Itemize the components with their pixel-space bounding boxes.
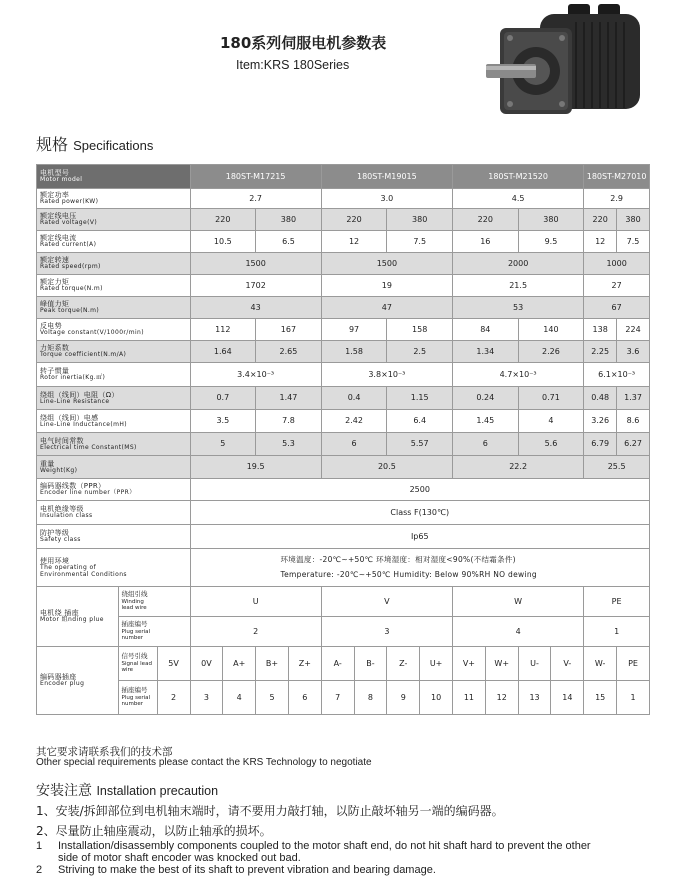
value-cell: 112 xyxy=(190,319,256,341)
value-cell: 2.25 xyxy=(584,341,617,363)
value-cell: 84 xyxy=(453,319,519,341)
value-cell: 22.2 xyxy=(453,456,584,479)
value-cell: 2.5 xyxy=(387,341,453,363)
page-subtitle: Item:KRS 180Series xyxy=(236,58,350,72)
row-label: 额定线电流 Rated current(A) xyxy=(37,231,191,253)
value-cell: 5 xyxy=(256,681,289,715)
value-cell: 47 xyxy=(321,297,452,319)
installation-note-cn-1: 1、安装/拆卸部位到电机轴末端时，请不要用力敲打轴，以防止敲坏轴另一端的编码器。 xyxy=(36,804,504,818)
value-cell: V xyxy=(321,587,452,617)
value-cell: 9 xyxy=(387,681,420,715)
value-cell: 1500 xyxy=(321,253,452,275)
value-cell: 25.5 xyxy=(584,456,650,479)
value-cell: 1.37 xyxy=(617,387,650,410)
value-cell: 380 xyxy=(617,209,650,231)
table-row-encoder-plug-signal xyxy=(37,647,650,681)
table-row-resistance xyxy=(37,387,650,410)
value-cell: 3.0 xyxy=(321,189,452,209)
row-label: 使用环境 The operating of Environmental Conditions xyxy=(37,549,191,587)
value-cell: 1.45 xyxy=(453,410,519,433)
table-row-rated-voltage xyxy=(37,209,650,231)
value-cell: Ip65 xyxy=(190,525,650,549)
value-cell: 6.4 xyxy=(387,410,453,433)
installation-note-cn-2: 2、尽量防止轴座震动，以防止轴承的损坏。 xyxy=(36,824,272,838)
value-cell: 6 xyxy=(321,433,387,456)
value-cell: PE xyxy=(584,587,650,617)
value-cell: 53 xyxy=(453,297,584,319)
row-label: 反电势 Voltage constant(V/1000r/min) xyxy=(37,319,191,341)
value-cell: 4 xyxy=(518,410,584,433)
value-cell: 7 xyxy=(321,681,354,715)
value-cell: PE xyxy=(617,647,650,681)
value-cell: 140 xyxy=(518,319,584,341)
table-row-time-constant xyxy=(37,433,650,456)
table-row-rated-current xyxy=(37,231,650,253)
value-cell: U xyxy=(190,587,321,617)
value-cell: 2.9 xyxy=(584,189,650,209)
value-cell: 4 xyxy=(453,617,584,647)
value-cell: 19.5 xyxy=(190,456,321,479)
note-number: 1 xyxy=(36,840,43,852)
value-cell: 3.8×10⁻³ xyxy=(321,363,452,387)
environment-line-en: Temperature: -20℃~+50℃ Humidity: Below 90%RH NO dewing xyxy=(280,569,537,579)
table-row-torque-coefficient xyxy=(37,341,650,363)
page-title: 180系列伺服电机参数表 xyxy=(220,34,387,52)
footnote-en: Other special requirements please contact the KRS Technology to negotiate xyxy=(36,757,372,768)
value-cell: Class F(130℃) xyxy=(190,501,650,525)
value-cell: W xyxy=(453,587,584,617)
motor-plug-label: 电机绕 插座 Motor 組nding plue xyxy=(37,587,119,647)
value-cell: 2000 xyxy=(453,253,584,275)
table-row-rated-torque xyxy=(37,275,650,297)
table-row-motor-plug-winding xyxy=(37,587,650,617)
table-row-inductance xyxy=(37,410,650,433)
value-cell: 1.47 xyxy=(256,387,322,410)
model-cell: 180ST-M21520 xyxy=(453,165,584,189)
value-cell: Z- xyxy=(387,647,420,681)
row-label: 额定线电压 Rated voltage(V) xyxy=(37,209,191,231)
value-cell: 3.4×10⁻³ xyxy=(190,363,321,387)
row-label: 绕组（线间）电感 Line-Line Inductance(mH) xyxy=(37,410,191,433)
note-text-continued: side of motor shaft encoder was knocked out bad. xyxy=(58,852,301,864)
value-cell: 220 xyxy=(321,209,387,231)
environment-value xyxy=(190,549,650,587)
value-cell: 1702 xyxy=(190,275,321,297)
value-cell: 5.6 xyxy=(518,433,584,456)
value-cell: 6.27 xyxy=(617,433,650,456)
model-cell: 180ST-M17215 xyxy=(190,165,321,189)
value-cell: 2.42 xyxy=(321,410,387,433)
value-cell: B+ xyxy=(256,647,289,681)
specifications-heading-cn: 规格 xyxy=(36,135,69,154)
value-cell: U- xyxy=(518,647,551,681)
note-text: Installation/disassembly components coupled to the motor shaft end, do not hit shaft hard to prevent the other xyxy=(58,840,591,852)
value-cell: V- xyxy=(551,647,584,681)
value-cell: 167 xyxy=(256,319,322,341)
value-cell: 43 xyxy=(190,297,321,319)
table-row-motor-plug-serial xyxy=(37,617,650,647)
value-cell: 4 xyxy=(223,681,256,715)
value-cell: 14 xyxy=(551,681,584,715)
value-cell: 3 xyxy=(321,617,452,647)
value-cell: 0V xyxy=(190,647,223,681)
value-cell: 2 xyxy=(157,681,190,715)
value-cell: 1.64 xyxy=(190,341,256,363)
specifications-heading-en: Specifications xyxy=(73,138,154,153)
value-cell: 12 xyxy=(485,681,518,715)
value-cell: A+ xyxy=(223,647,256,681)
value-cell: W- xyxy=(584,647,617,681)
signal-lead-label: 信号引线 Signal lead wire xyxy=(118,647,157,681)
table-row-insulation xyxy=(37,501,650,525)
value-cell: 20.5 xyxy=(321,456,452,479)
value-cell: 8 xyxy=(354,681,387,715)
value-cell: 1500 xyxy=(190,253,321,275)
value-cell: 16 xyxy=(453,231,519,253)
row-label: 力矩系数 Torque coefficient(N.m/A) xyxy=(37,341,191,363)
value-cell: 11 xyxy=(453,681,486,715)
table-row-environment xyxy=(37,549,650,587)
value-cell: 12 xyxy=(584,231,617,253)
specifications-heading xyxy=(36,132,153,155)
value-cell: 380 xyxy=(518,209,584,231)
value-cell: 1.58 xyxy=(321,341,387,363)
value-cell: 6 xyxy=(288,681,321,715)
model-cell: 180ST-M19015 xyxy=(321,165,452,189)
value-cell: 12 xyxy=(321,231,387,253)
value-cell: 2.26 xyxy=(518,341,584,363)
row-label: 电气时间常数 Electrical time Constant(MS) xyxy=(37,433,191,456)
specifications-table xyxy=(36,164,650,715)
value-cell: 0.4 xyxy=(321,387,387,410)
value-cell: 220 xyxy=(453,209,519,231)
value-cell: 1.15 xyxy=(387,387,453,410)
value-cell: 224 xyxy=(617,319,650,341)
row-label: 额定转速 Rated speed(rpm) xyxy=(37,253,191,275)
table-row-encoder-lines xyxy=(37,479,650,501)
value-cell: 7.5 xyxy=(617,231,650,253)
value-cell: 2 xyxy=(190,617,321,647)
value-cell: 0.24 xyxy=(453,387,519,410)
row-label: 防护等级 Safety class xyxy=(37,525,191,549)
value-cell: 3.6 xyxy=(617,341,650,363)
value-cell: 0.48 xyxy=(584,387,617,410)
value-cell: 6.1×10⁻³ xyxy=(584,363,650,387)
value-cell: 6 xyxy=(453,433,519,456)
row-label: 额定力矩 Rated torque(N.m) xyxy=(37,275,191,297)
value-cell: V+ xyxy=(453,647,486,681)
table-row-rotor-inertia xyxy=(37,363,650,387)
value-cell: 3.26 xyxy=(584,410,617,433)
installation-heading xyxy=(36,780,218,800)
row-label: 编码器线数（PPR） Encoder line number（PPR） xyxy=(37,479,191,501)
value-cell: Z+ xyxy=(288,647,321,681)
table-row-header xyxy=(37,165,650,189)
value-cell: 0.71 xyxy=(518,387,584,410)
note-number: 2 xyxy=(36,864,43,876)
value-cell: 19 xyxy=(321,275,452,297)
value-cell: 10.5 xyxy=(190,231,256,253)
model-cell: 180ST-M27010 xyxy=(584,165,650,189)
table-row-rated-power xyxy=(37,189,650,209)
winding-lead-label: 绕组引线 Winding lead wire xyxy=(118,587,190,617)
value-cell: 1 xyxy=(584,617,650,647)
value-cell: 1.34 xyxy=(453,341,519,363)
value-cell: 5 xyxy=(190,433,256,456)
table-row-protection xyxy=(37,525,650,549)
installation-heading-en: Installation precaution xyxy=(96,784,219,798)
value-cell: W+ xyxy=(485,647,518,681)
value-cell: 7.8 xyxy=(256,410,322,433)
plug-serial-label: 插座编号 Plug serial number xyxy=(118,617,190,647)
value-cell: 1 xyxy=(617,681,650,715)
value-cell: 138 xyxy=(584,319,617,341)
value-cell: 4.7×10⁻³ xyxy=(453,363,584,387)
value-cell: 2.7 xyxy=(190,189,321,209)
value-cell: 220 xyxy=(190,209,256,231)
table-row-weight xyxy=(37,456,650,479)
value-cell: 220 xyxy=(584,209,617,231)
value-cell: 5V xyxy=(157,647,190,681)
table-row-back-emf xyxy=(37,319,650,341)
plug-serial-label: 插座编号 Plug serial number xyxy=(118,681,157,715)
value-cell: 6.79 xyxy=(584,433,617,456)
value-cell: 9.5 xyxy=(518,231,584,253)
value-cell: 67 xyxy=(584,297,650,319)
environment-line-cn: 环境温度：-20℃~+50℃ 环境湿度：相对湿度<90%(不结霜条件) xyxy=(280,555,516,565)
value-cell: 380 xyxy=(256,209,322,231)
value-cell: 27 xyxy=(584,275,650,297)
value-cell: 4.5 xyxy=(453,189,584,209)
value-cell: 2.65 xyxy=(256,341,322,363)
value-cell: 3 xyxy=(190,681,223,715)
table-row-rated-speed xyxy=(37,253,650,275)
value-cell: 5.3 xyxy=(256,433,322,456)
row-label: 额定功率 Rated power(KW) xyxy=(37,189,191,209)
value-cell: A- xyxy=(321,647,354,681)
note-text: Striving to make the best of its shaft to prevent vibration and bearing damage. xyxy=(58,864,436,876)
row-label: 绕组（线间）电阻（Ω） Line-Line Resistance xyxy=(37,387,191,410)
row-label: 峰值力矩 Peak torque(N.m) xyxy=(37,297,191,319)
value-cell: 3.5 xyxy=(190,410,256,433)
installation-note-en-2 xyxy=(36,864,436,876)
value-cell: 1000 xyxy=(584,253,650,275)
value-cell: 13 xyxy=(518,681,551,715)
row-label: 电机绝缘等级 Insulation class xyxy=(37,501,191,525)
value-cell: 8.6 xyxy=(617,410,650,433)
value-cell: 97 xyxy=(321,319,387,341)
value-cell: 10 xyxy=(420,681,453,715)
encoder-plug-label: 编码器插座 Encoder plug xyxy=(37,647,119,715)
row-label: 转子惯量 Rotor inertia(Kg.㎡) xyxy=(37,363,191,387)
value-cell: 15 xyxy=(584,681,617,715)
value-cell: 0.7 xyxy=(190,387,256,410)
value-cell: 158 xyxy=(387,319,453,341)
motor-model-label: 电机型号 Motor model xyxy=(37,165,191,189)
value-cell: 2500 xyxy=(190,479,650,501)
table-row-peak-torque xyxy=(37,297,650,319)
installation-heading-cn: 安装注意 xyxy=(36,783,92,799)
value-cell: 21.5 xyxy=(453,275,584,297)
value-cell: 380 xyxy=(387,209,453,231)
value-cell: 6.5 xyxy=(256,231,322,253)
value-cell: 7.5 xyxy=(387,231,453,253)
footnote-cn: 其它要求请联系我们的技术部 xyxy=(36,746,173,758)
table-row-encoder-plug-serial xyxy=(37,681,650,715)
value-cell: 5.57 xyxy=(387,433,453,456)
installation-note-en-1 xyxy=(36,840,591,864)
row-label: 重量 Weight(Kg) xyxy=(37,456,191,479)
value-cell: B- xyxy=(354,647,387,681)
value-cell: U+ xyxy=(420,647,453,681)
servo-motor-image xyxy=(480,0,660,130)
